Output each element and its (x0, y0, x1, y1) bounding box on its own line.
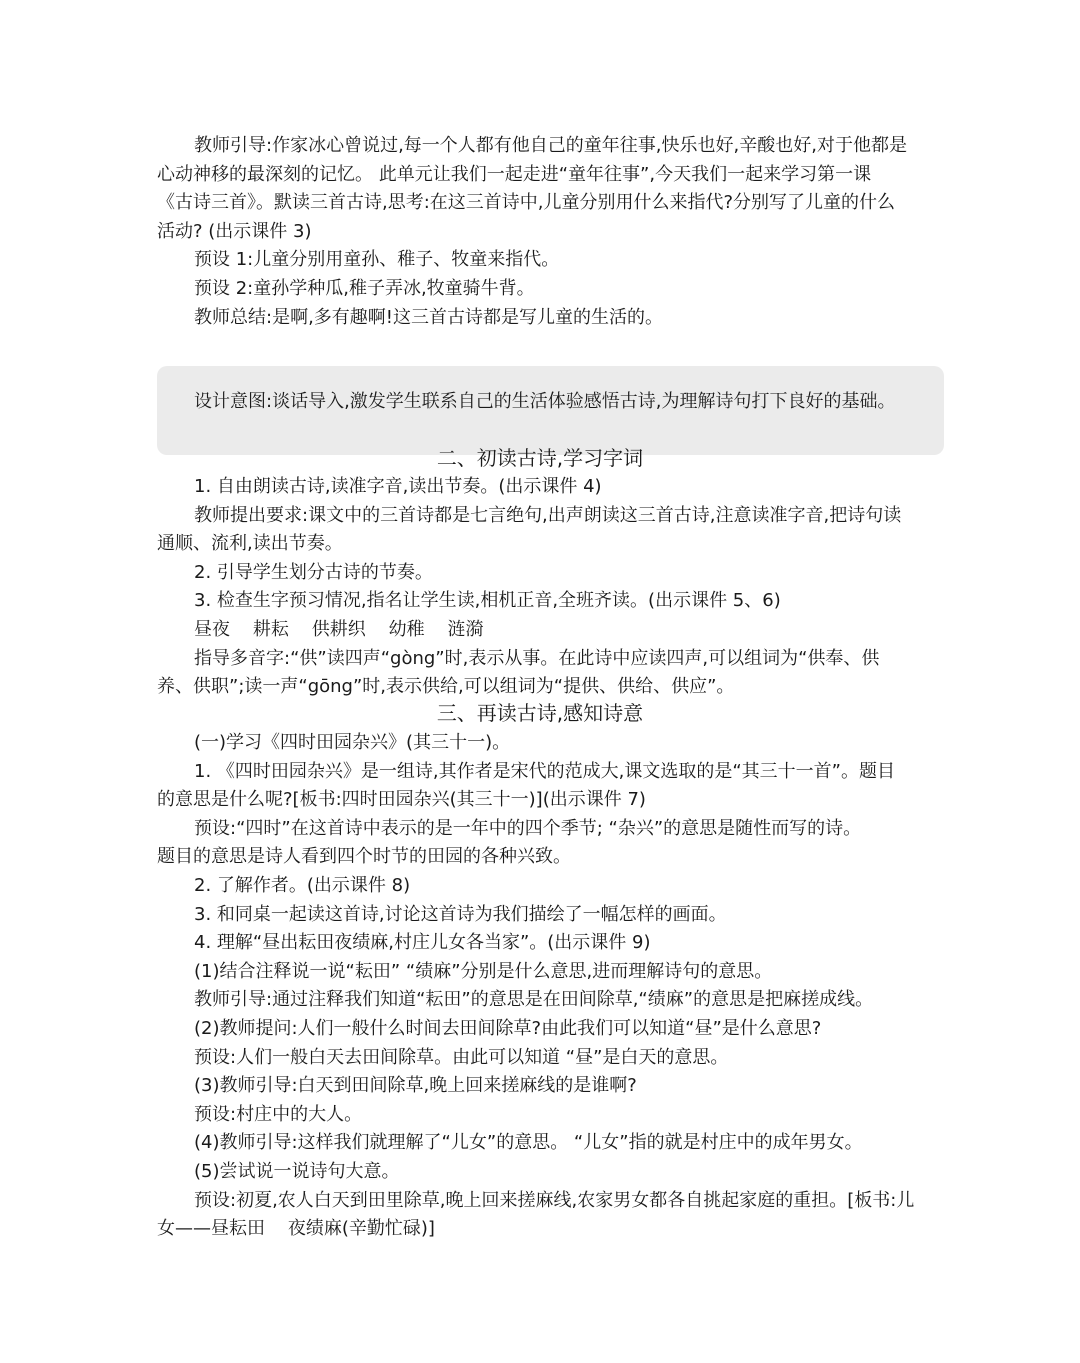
section-2-line: 教师提出要求:课文中的三首诗都是七言绝句,出声朗读这三首古诗,注意读准字音,把诗句读 (194, 504, 902, 526)
section-3-line: 预设:初夏,农人白天到田里除草,晚上回来搓麻线,农家男女都各自挑起家庭的重担。[板书:儿 (194, 1189, 915, 1211)
section-3-body (157, 729, 927, 1244)
section-3-line: 3. 和同桌一起读这首诗,讨论这首诗为我们描绘了一幅怎样的画面。 (194, 903, 727, 925)
design-intent-text: 设计意图:谈话导入,激发学生联系自己的生活体验感悟古诗,为理解诗句打下良好的基础。 (194, 391, 896, 412)
section-3-line: 题目的意思是诗人看到四个时节的田园的各种兴致。 (157, 846, 571, 868)
intro-line: 《古诗三首》。默读三首古诗,思考:在这三首诗中,儿童分别用什么来指代?分别写了儿童的什么 (157, 192, 896, 214)
section-3-line: 预设:村庄中的大人。 (194, 1103, 363, 1125)
section-3-line: (2)教师提问:人们一般什么时间去田间除草?由此我们可以知道“昼”是什么意思? (194, 1017, 822, 1039)
section-3-line: 女——昼耘田 夜绩麻(辛勤忙碌)] (157, 1218, 435, 1240)
section-2-line: 养、供职”;读一声“gōng”时,表示供给,可以组词为“提供、供给、供应”。 (157, 676, 735, 698)
section-heading-3: 三、再读古诗,感知诗意 (436, 701, 644, 725)
intro-line: 教师引导:作家冰心曾说过,每一个人都有他自己的童年往事,快乐也好,辛酸也好,对于他都是 (194, 135, 907, 156)
intro-line: 活动? (出示课件 3) (157, 220, 312, 242)
intro-section (157, 132, 927, 332)
section-2-line: 3. 检查生字预习情况,指名让学生读,相机正音,全班齐读。(出示课件 5、6) (194, 590, 781, 612)
intro-line: 预设 1:儿童分别用童孙、稚子、牧童来指代。 (194, 249, 560, 271)
section-2-line: 通顺、流利,读出节奏。 (157, 533, 343, 555)
section-2-body (157, 473, 927, 702)
section-3-line: 教师引导:通过注释我们知道“耘田”的意思是在田间除草,“绩麻”的意思是把麻搓成线。 (194, 989, 874, 1011)
section-3-line: (一)学习《四时田园杂兴》(其三十一)。 (194, 732, 511, 753)
section-2-line: 2. 引导学生划分古诗的节奏。 (194, 561, 433, 583)
section-3-line: 1. 《四时田园杂兴》是一组诗,其作者是宋代的范成大,课文选取的是“其三十一首”。题目 (194, 760, 895, 782)
section-3-line: 预设:“四时”在这首诗中表示的是一年中的四个季节; “杂兴”的意思是随性而写的诗。 (194, 817, 862, 839)
section-3-line: (5)尝试说一说诗句大意。 (194, 1160, 400, 1182)
section-2-line: 指导多音字:“供”读四声“gòng”时,表示从事。在此诗中应读四声,可以组词为“供奉、供 (194, 647, 880, 669)
section-3-line: (3)教师引导:白天到田间除草,晚上回来搓麻线的是谁啊? (194, 1075, 637, 1097)
intro-line: 心动神移的最深刻的记忆。 此单元让我们一起走进“童年往事”,今天我们一起来学习第一课 (157, 163, 872, 185)
intro-line: 预设 2:童孙学种瓜,稚子弄冰,牧童骑牛背。 (194, 277, 535, 299)
section-3-line: 预设:人们一般白天去田间除草。由此可以知道 “昼”是白天的意思。 (194, 1046, 729, 1068)
section-2-line: 1. 自由朗读古诗,读准字音,读出节奏。(出示课件 4) (194, 476, 602, 497)
section-3-line: (4)教师引导:这样我们就理解了“儿女”的意思。 “儿女”指的就是村庄中的成年男女。 (194, 1132, 863, 1154)
design-intent-box (157, 366, 944, 455)
section-3-line: 4. 理解“昼出耘田夜绩麻,村庄儿女各当家”。(出示课件 9) (194, 932, 651, 954)
section-2-line: 昼夜 耕耘 供耕织 幼稚 涟漪 (194, 618, 484, 640)
section-heading-2: 二、初读古诗,学习字词 (436, 446, 644, 470)
section-3-line: 2. 了解作者。(出示课件 8) (194, 874, 411, 896)
section-3-line: (1)结合注释说一说“耘田” “绩麻”分别是什么意思,进而理解诗句的意思。 (194, 960, 773, 982)
intro-line: 教师总结:是啊,多有趣啊!这三首古诗都是写儿童的生活的。 (194, 306, 663, 328)
section-3-line: 的意思是什么呢?[板书:四时田园杂兴(其三十一)](出示课件 7) (157, 789, 646, 811)
